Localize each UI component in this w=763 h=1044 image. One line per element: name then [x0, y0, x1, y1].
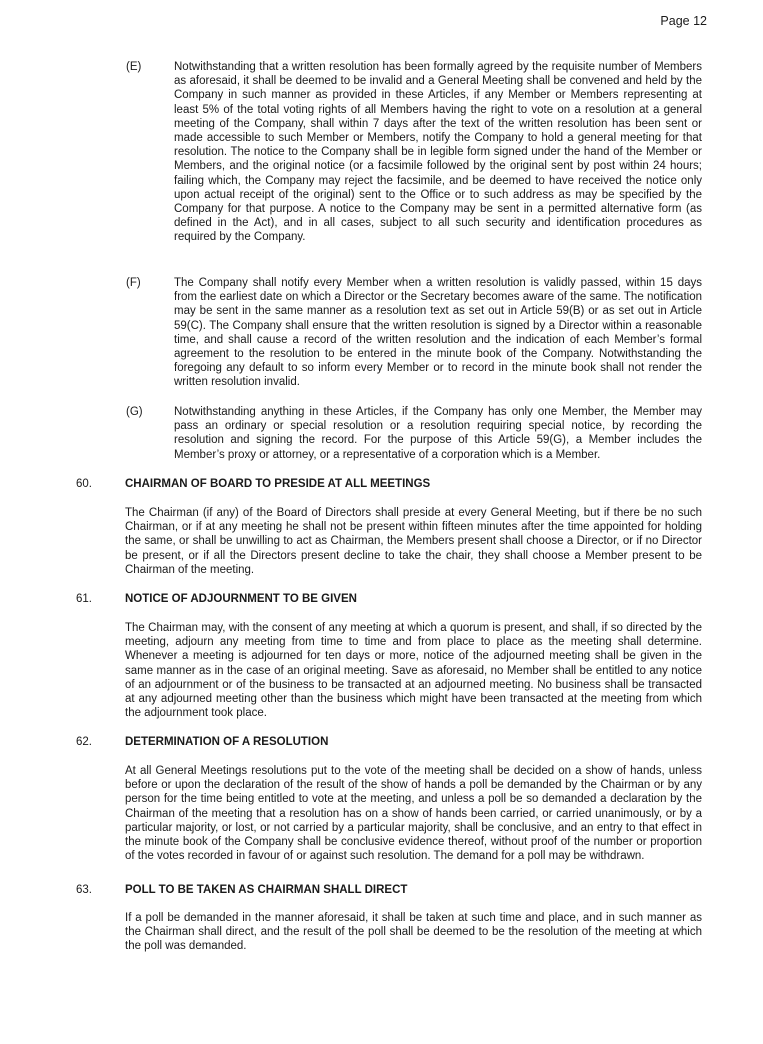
subclause-e-label: (E)	[126, 61, 142, 73]
page-number: Page 12	[660, 14, 707, 28]
subclause-f-label: (F)	[126, 277, 141, 289]
section-63-number: 63.	[76, 884, 92, 896]
subclause-e-text: Notwithstanding that a written resolution has been formally agreed by the requisite number of Members as aforesaid, it shall be deemed to be invalid and a General Meeting shall be convened and held by the Company in such manner as provided in these Articles, if any Member or Members representing at least 5% of the total voting rights of all Members having the right to vote on a resolution at a general meeting of the Company, shall within 7 days after the text of the written resolution has been sent or made accessible to such Member or Members, notify the Company to hold a general meeting for that resolution. The notice to the Company shall be in legible form signed under the hand of the Member or Members, and the original notice (or a facsimile followed by the original sent by post within 24 hours; failing which, the Company may reject the facsimile, and be deemed to have received the notice only upon actual receipt of the original) sent to the Office or to such address as may be specified by the Company for that purpose. A notice to the Company may be sent in a permitted alternative form (as defined in the Act), and in all cases, subject to all such security and identification procedures as required by the Company.	[174, 61, 702, 244]
section-60-number: 60.	[76, 478, 92, 490]
subclause-g-text: Notwithstanding anything in these Articles, if the Company has only one Member, the Member may pass an ordinary or special resolution or a resolution requiring special notice, by recording the resolution and signing the record. For the purpose of this Article 59(G), a Member includes the Member’s proxy or attorney, or a representative of a corporation which is a Member.	[174, 406, 702, 461]
subclause-f-text: The Company shall notify every Member when a written resolution is validly passed, within 15 days from the earliest date on which a Director or the Secretary becomes aware of the same. The notification may be sent in the same manner as a resolution text as set out in Article 59(B) or as set out in Article 59(C). The Company shall ensure that the written resolution is signed by a Director within a reasonable time, and shall cause a record of the written resolution and the indication of each Member’s formal agreement to the resolution to be entered in the minute book of the Company. Notwithstanding the foregoing any default to so inform every Member or to record in the minute book shall not render the written resolution invalid.	[174, 277, 702, 389]
section-60-text: The Chairman (if any) of the Board of Directors shall preside at every General Meeting, but if there be no such Chairman, or if at any meeting he shall not be present within fifteen minutes after the time appointed for holding the same, or shall be unwilling to act as Chairman, the Members present shall choose a Director, or if no Director be present, or if all the Directors present decline to take the chair, they shall choose a Member present to be Chairman of the meeting.	[125, 507, 702, 576]
section-61-title: NOTICE OF ADJOURNMENT TO BE GIVEN	[125, 593, 357, 605]
section-60-title: CHAIRMAN OF BOARD TO PRESIDE AT ALL MEETINGS	[125, 478, 431, 490]
subclause-g-label: (G)	[126, 406, 143, 418]
section-62-number: 62.	[76, 736, 92, 748]
section-61-text: The Chairman may, with the consent of any meeting at which a quorum is present, and shall, if so directed by the meeting, adjourn any meeting from time to time and from place to place as the meeting shall determine. Whenever a meeting is adjourned for ten days or more, notice of the adjourned meeting shall be given in the same manner as in the case of an original meeting. Save as aforesaid, no Member shall be entitled to any notice of an adjournment or of the business to be transacted at an adjourned meeting. No business shall be transacted at any adjourned meeting other than the business which might have been transacted at the meeting from which the adjournment took place.	[125, 622, 702, 720]
section-62-title: DETERMINATION OF A RESOLUTION	[125, 736, 329, 748]
section-63-title: POLL TO BE TAKEN AS CHAIRMAN SHALL DIRECT	[125, 884, 408, 896]
section-62-text: At all General Meetings resolutions put to the vote of the meeting shall be decided on a show of hands, unless before or upon the declaration of the result of the show of hands a poll be demanded by the Chairman or by any person for the time being entitled to vote at the meeting, and unless a poll be so demanded a declaration by the Chairman of the meeting that a resolution has on a show of hands been carried, or carried unanimously, or by a particular majority, or lost, or not carried by a particular majority, shall be conclusive, and an entry to that effect in the minute book of the Company shall be conclusive evidence thereof, without proof of the number or proportion of the votes recorded in favour of or against such resolution. The demand for a poll may be withdrawn.	[125, 765, 702, 863]
section-61-number: 61.	[76, 593, 92, 605]
section-63-text: If a poll be demanded in the manner aforesaid, it shall be taken at such time and place, and in such manner as the Chairman shall direct, and the result of the poll shall be deemed to be the resolution of the meeting at which the poll was demanded.	[125, 912, 702, 953]
